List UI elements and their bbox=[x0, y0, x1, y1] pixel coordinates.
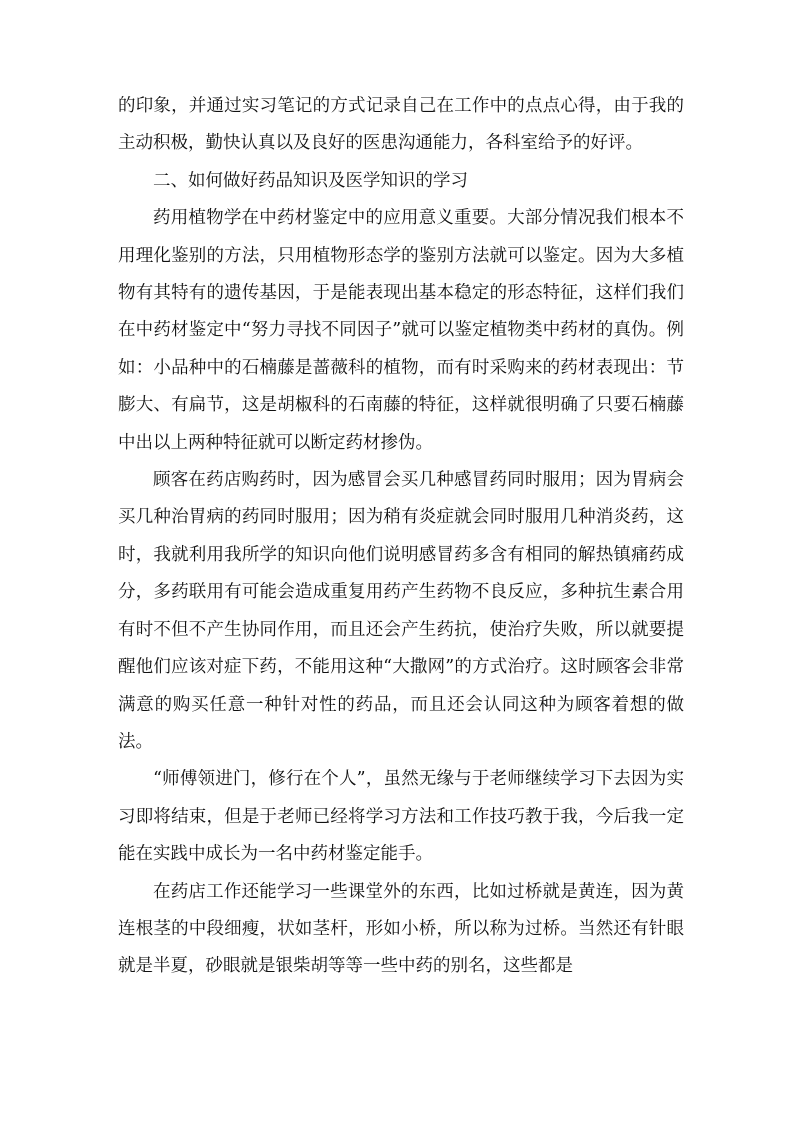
paragraph-mentor: “师傅领进门，修行在个人”，虽然无缘与于老师继续学习下去因为实习即将结束，但是于老师已经将学习方法和工作技巧教于我，今后我一定能在实践中成长为一名中药材鉴定能手。 bbox=[118, 769, 684, 865]
paragraph-customer-medication: 顾客在药店购药时，因为感冒会买几种感冒药同时服用；因为胃病会买几种治胃病的药同时服用；因为稍有炎症就会同时服用几种消炎药，这时，我就利用我所学的知识向他们说明感冒药多含有相同的解热镇痛药成分，多药联用有可能会造成重复用药产生药物不良反应，多种抗生素合用有时不但不产生协同作用，而且还会产生药抗，使治疗失败，所以就要提醒他们应该对症下药，不能用这种“大撒网”的方式治疗。这时顾客会非常满意的购买任意一种针对性的药品，而且还会认同这种为顾客着想的做法。 bbox=[118, 470, 684, 752]
paragraph-botany-identification: 药用植物学在中药材鉴定中的应用意义重要。大部分情况我们根本不用理化鉴别的方法，只用植物形态学的鉴别方法就可以鉴定。因为大多植物有其特有的遗传基因，于是能表现出基本稳定的形态特征，这样们我们在中药材鉴定中“努力寻找不同因子”就可以鉴定植物类中药材的真伪。例如：小品种中的石楠藤是蔷薇科的植物，而有时采购来的药材表现出：节膨大、有扁节，这是胡椒科的石南藤的特征，这样就很明确了只要石楠藤中出以上两种特征就可以断定药材掺伪。 bbox=[118, 208, 684, 453]
document-page bbox=[118, 88, 684, 986]
section-heading-drug-knowledge: 二、如何做好药品知识及医学知识的学习 bbox=[153, 170, 468, 191]
paragraph-herb-aliases: 在药店工作还能学习一些课堂外的东西，比如过桥就是黄连，因为黄连根茎的中段细瘦，状如茎杆，形如小桥，所以称为过桥。当然还有针眼就是半夏，砂眼就是银柴胡等等一些中药的别名，这些都是 bbox=[118, 881, 684, 977]
paragraph-impression: 的印象，并通过实习笔记的方式记录自己在工作中的点点心得，由于我的主动积极，勤快认真以及良好的医患沟通能力，各科室给予的好评。 bbox=[118, 96, 684, 154]
